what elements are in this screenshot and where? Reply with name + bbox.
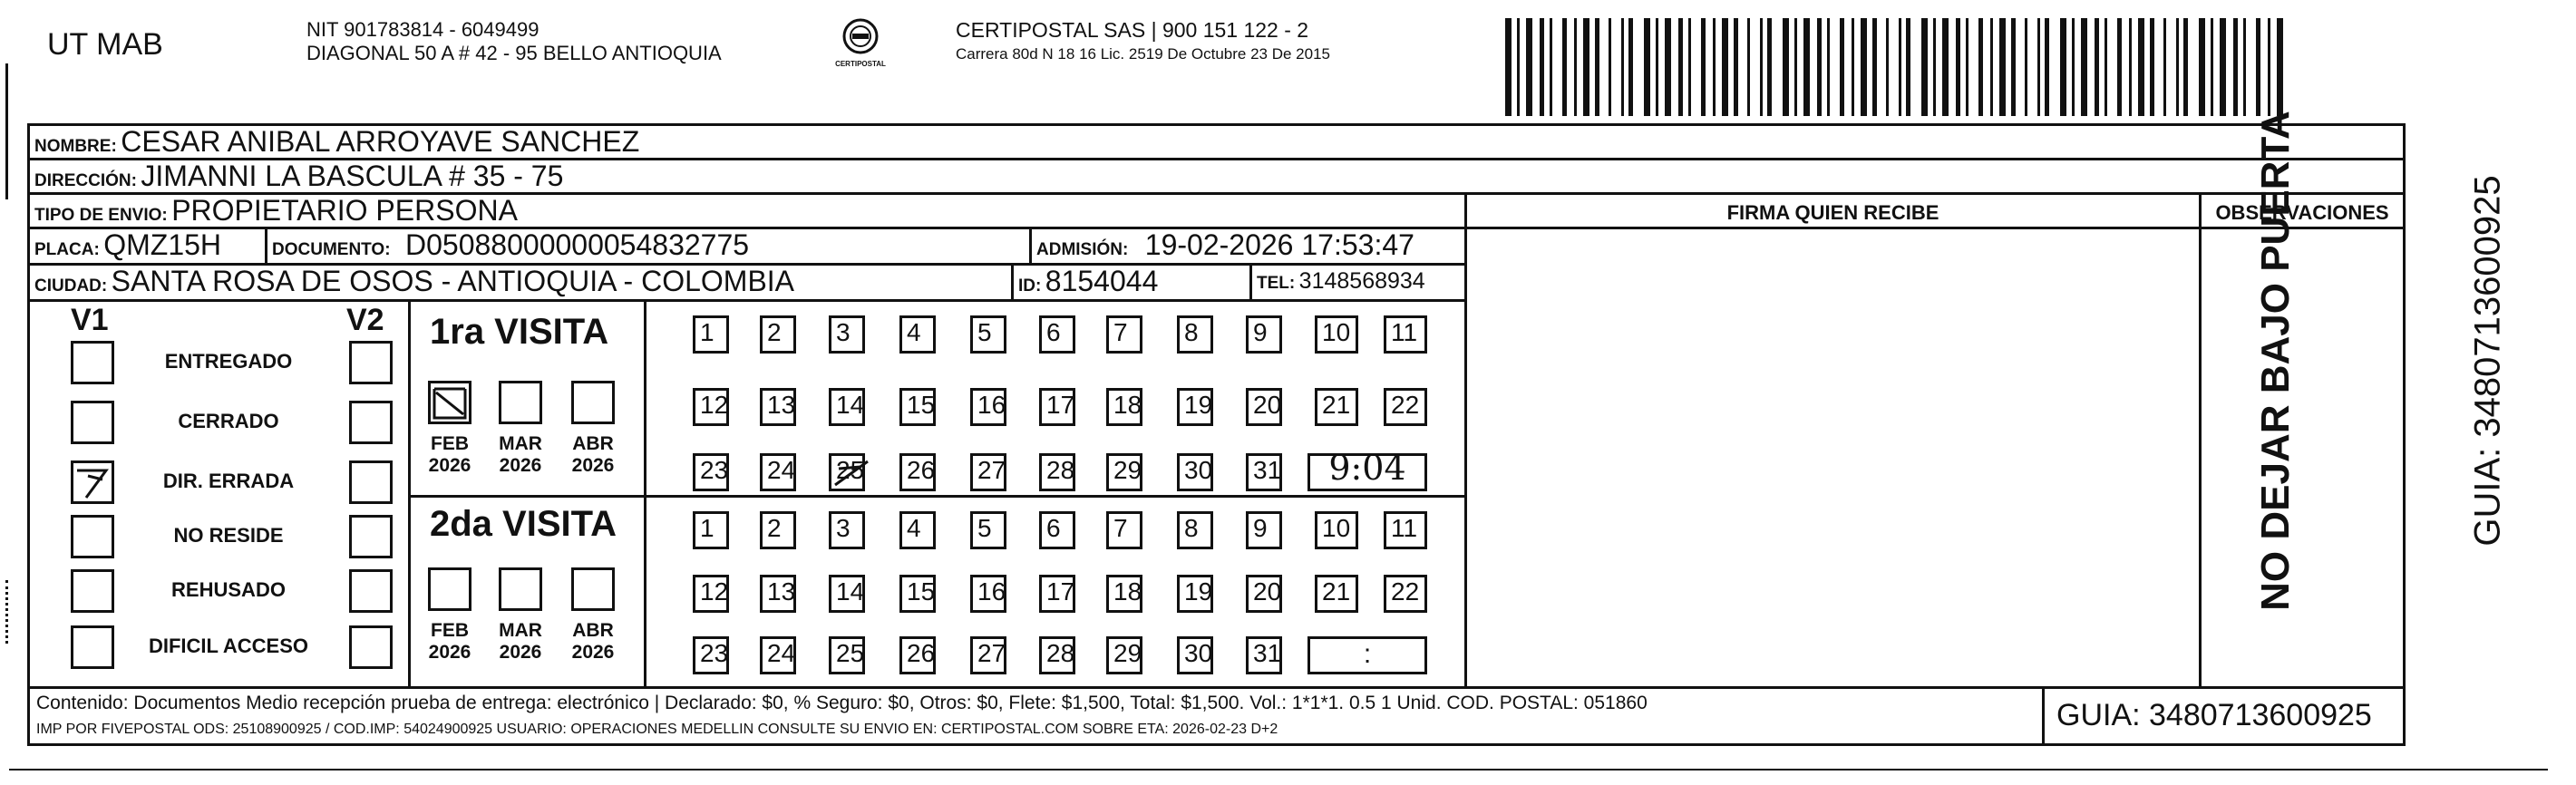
company-address: DIAGONAL 50 A # 42 - 95 BELLO ANTIOQUIA xyxy=(306,42,722,64)
second-visit-day[interactable]: 12 xyxy=(693,575,729,613)
barcode-bar xyxy=(1840,18,1844,116)
barcode-bar xyxy=(1817,18,1822,116)
first-visit-day[interactable]: 29 xyxy=(1106,453,1142,491)
ciudad-field xyxy=(34,265,794,298)
status-label: NO RESIDE xyxy=(173,524,284,547)
firma-area[interactable] xyxy=(1469,230,2197,684)
first-visit-day[interactable]: 15 xyxy=(899,388,936,426)
observaciones-area[interactable] xyxy=(2203,230,2401,684)
placa-field xyxy=(34,228,221,262)
barcode-bar xyxy=(1886,18,1889,116)
barcode-bar xyxy=(1656,18,1658,116)
second-visit-day[interactable]: 9 xyxy=(1246,511,1282,549)
barcode-bar xyxy=(2060,18,2066,116)
left-margin-dash xyxy=(5,580,11,644)
barcode-bar xyxy=(2138,18,2144,116)
second-visit-time[interactable]: : xyxy=(1307,636,1427,674)
id-field xyxy=(1018,265,1158,298)
second-visit-day[interactable]: 17 xyxy=(1039,575,1075,613)
observaciones-header: OBSERVACIONES xyxy=(2215,201,2389,224)
barcode-bar xyxy=(2081,18,2087,116)
first-visit-day[interactable]: 27 xyxy=(970,453,1006,491)
second-visit-title: 2da VISITA xyxy=(430,504,617,544)
second-visit-day[interactable]: 26 xyxy=(899,636,936,674)
barcode-bar xyxy=(1956,18,1960,116)
documento-value: D05088000000054832775 xyxy=(405,228,750,261)
v2-header: V2 xyxy=(346,303,384,337)
barcode-bar xyxy=(1921,18,1928,116)
first-visit-day[interactable]: 19 xyxy=(1177,388,1213,426)
second-visit-day[interactable]: 20 xyxy=(1246,575,1282,613)
placa-value: QMZ15H xyxy=(103,228,222,261)
barcode-bar xyxy=(1540,18,1544,116)
courier-license: Carrera 80d N 18 16 Lic. 2519 De Octubre 23 De 2015 xyxy=(956,45,1330,63)
barcode-bar xyxy=(2037,18,2040,116)
first-visit-day[interactable]: 9 xyxy=(1246,315,1282,354)
barcode-bar xyxy=(2105,18,2107,116)
month-label: MAR 2026 xyxy=(499,620,542,664)
status-label: CERRADO xyxy=(178,410,279,432)
first-visit-day[interactable]: 1 xyxy=(693,315,729,354)
first-visit-day[interactable]: 4 xyxy=(899,315,936,354)
tel-field xyxy=(1257,268,1425,295)
left-margin-mark xyxy=(5,63,8,199)
barcode-bar xyxy=(1899,18,1901,116)
first-visit-day[interactable]: 22 xyxy=(1384,388,1427,426)
barcode-bar xyxy=(1621,18,1624,116)
first-visit-day[interactable]: 12 xyxy=(693,388,729,426)
first-visit-day[interactable]: 18 xyxy=(1106,388,1142,426)
barcode-bar xyxy=(1644,18,1650,116)
barcode-bar xyxy=(2277,18,2283,116)
v2-checkbox[interactable] xyxy=(349,460,393,504)
ciudad-label: CIUDAD: xyxy=(34,276,108,296)
barcode-bar xyxy=(1713,18,1716,116)
second-visit-day[interactable]: 29 xyxy=(1106,636,1142,674)
tipo-label: TIPO DE ENVIO: xyxy=(34,206,168,225)
barcode-bar xyxy=(1827,18,1830,116)
second-visit-day[interactable]: 6 xyxy=(1039,511,1075,549)
direccion-value: JIMANNI LA BASCULA # 35 - 75 xyxy=(141,160,564,192)
second-visit-day[interactable]: 21 xyxy=(1315,575,1358,613)
barcode-bar xyxy=(1942,18,1949,116)
barcode-bar xyxy=(2150,18,2154,116)
company-name: UT MAB xyxy=(47,27,163,62)
status-label: REHUSADO xyxy=(171,578,286,601)
second-visit-day[interactable]: 4 xyxy=(899,511,936,549)
nombre-label: NOMBRE: xyxy=(34,137,117,156)
barcode-bar xyxy=(1734,18,1738,116)
footer-imp: IMP POR FIVEPOSTAL ODS: 25108900925 / COD.IMP: 54024900925 USUARIO: OPERACIONES MEDELLIN CONSULTE SU ENVIO EN: CERTIPOSTAL.COM SOBRE ETA: 2026-02-23 D+2 xyxy=(36,722,1278,737)
first-visit-day[interactable]: 23 xyxy=(693,453,729,491)
first-visit-title: 1ra VISITA xyxy=(430,312,609,352)
barcode-bar xyxy=(1747,18,1750,116)
v2-checkbox[interactable] xyxy=(349,401,393,444)
barcode-bar xyxy=(1722,18,1728,116)
bottom-edge-line xyxy=(9,769,2548,770)
first-visit-day[interactable]: 26 xyxy=(899,453,936,491)
barcode-bar xyxy=(2072,18,2075,116)
barcode-bar xyxy=(1609,18,1611,116)
barcode-bar xyxy=(1701,18,1706,116)
status-label: DIR. ERRADA xyxy=(162,470,295,492)
first-visit-day[interactable]: 5 xyxy=(970,315,1006,354)
month-label: ABR 2026 xyxy=(571,433,615,477)
first-visit-month-checkbox[interactable] xyxy=(428,381,471,424)
second-visit-day[interactable]: 15 xyxy=(899,575,936,613)
barcode-bar xyxy=(1803,18,1810,116)
direccion-label: DIRECCIÓN: xyxy=(34,171,137,190)
second-visit-day[interactable]: 2 xyxy=(760,511,796,549)
barcode-bar xyxy=(2243,18,2246,116)
side-warning: NO DEJAR BAJO PUERTA xyxy=(2253,111,2298,611)
second-visit-day[interactable]: 19 xyxy=(1177,575,1213,613)
barcode-bar xyxy=(1933,18,1936,116)
barcode-bar xyxy=(2211,18,2213,116)
first-visit-day[interactable]: 30 xyxy=(1177,453,1213,491)
barcode-bar xyxy=(1583,18,1589,116)
id-value: 8154044 xyxy=(1045,265,1159,297)
first-visit-day[interactable]: 3 xyxy=(829,315,865,354)
second-visit-month-checkbox[interactable] xyxy=(499,567,542,611)
first-visit-day[interactable]: 16 xyxy=(970,388,1006,426)
first-visit-day[interactable]: 11 xyxy=(1384,315,1427,354)
first-visit-month-checkbox[interactable] xyxy=(499,381,542,424)
footer-content: Contenido: Documentos Medio recepción prueba de entrega: electrónico | Declarado: $0, % Seguro: $0, Otros: $0, Flete: $1,500, Total: $1,500. Vol.: 1*1*1. 0.5 1 Unid. COD. POSTAL: 051860 xyxy=(36,693,1648,713)
second-visit-day[interactable]: 24 xyxy=(760,636,796,674)
barcode-bar xyxy=(2095,18,2099,116)
second-visit-day[interactable]: 28 xyxy=(1039,636,1075,674)
v1-checkbox[interactable] xyxy=(71,460,114,504)
first-visit-day[interactable]: 13 xyxy=(760,388,796,426)
barcode-bar xyxy=(1688,18,1691,116)
courier-name: CERTIPOSTAL SAS | 900 151 122 - 2 xyxy=(956,18,1309,42)
second-visit-day[interactable]: 10 xyxy=(1315,511,1358,549)
first-visit-day[interactable]: 17 xyxy=(1039,388,1075,426)
second-visit-day[interactable]: 22 xyxy=(1384,575,1427,613)
direccion-row xyxy=(34,160,563,193)
first-visit-day[interactable]: 20 xyxy=(1246,388,1282,426)
documento-field xyxy=(272,228,749,262)
v1-checkbox[interactable] xyxy=(71,515,114,558)
month-label: FEB 2026 xyxy=(428,433,471,477)
first-visit-day[interactable]: 21 xyxy=(1315,388,1358,426)
second-visit-day[interactable]: 7 xyxy=(1106,511,1142,549)
day-strike-mark xyxy=(833,458,871,495)
barcode-bar xyxy=(1794,18,1797,116)
tipo-row xyxy=(34,194,518,228)
barcode-bar xyxy=(1999,18,2006,116)
barcode-bar xyxy=(1526,18,1532,116)
barcode-bar xyxy=(1574,18,1577,116)
side-guia: GUIA: 3480713600925 xyxy=(2467,175,2508,547)
v2-checkbox[interactable] xyxy=(349,341,393,384)
barcode-bar xyxy=(1861,18,1867,116)
barcode-bar xyxy=(2220,18,2226,116)
second-visit-day[interactable]: 14 xyxy=(829,575,865,613)
second-visit-day[interactable]: 16 xyxy=(970,575,1006,613)
first-visit-day[interactable]: 7 xyxy=(1106,315,1142,354)
barcode-bar xyxy=(2011,18,2016,116)
certipostal-logo xyxy=(832,16,889,74)
first-visit-day[interactable]: 6 xyxy=(1039,315,1075,354)
barcode-bar xyxy=(2256,18,2260,116)
footer-guia: GUIA: 3480713600925 xyxy=(2056,698,2372,732)
first-visit-day[interactable]: 2 xyxy=(760,315,796,354)
v1-header: V1 xyxy=(71,303,109,337)
barcode-bar xyxy=(1517,18,1520,116)
nombre-row xyxy=(34,125,639,159)
barcode-bar xyxy=(2129,18,2132,116)
second-visit-day[interactable]: 31 xyxy=(1246,636,1282,674)
barcode-bar xyxy=(2233,18,2238,116)
barcode-bar xyxy=(2183,18,2188,116)
month-label: MAR 2026 xyxy=(499,433,542,477)
second-visit-day[interactable]: 5 xyxy=(970,511,1006,549)
company-nit: NIT 901783814 - 6049499 xyxy=(306,18,540,41)
first-visit-day[interactable]: 24 xyxy=(760,453,796,491)
barcode-bar xyxy=(1872,18,1877,116)
barcode-bar xyxy=(1760,18,1763,116)
second-visit-day[interactable]: 3 xyxy=(829,511,865,549)
second-visit-day[interactable]: 30 xyxy=(1177,636,1213,674)
v1-checkbox[interactable] xyxy=(71,625,114,669)
barcode-bar xyxy=(1665,18,1671,116)
v1-checkbox[interactable] xyxy=(71,401,114,444)
first-visit-day[interactable]: 8 xyxy=(1177,315,1213,354)
v2-checkbox[interactable] xyxy=(349,569,393,613)
barcode-bar xyxy=(1505,18,1512,116)
documento-label: DOCUMENTO: xyxy=(272,240,391,259)
v2-checkbox[interactable] xyxy=(349,515,393,558)
barcode-bar xyxy=(1852,18,1854,116)
first-visit-day[interactable]: 31 xyxy=(1246,453,1282,491)
v1-checkbox[interactable] xyxy=(71,341,114,384)
second-visit-month-checkbox[interactable] xyxy=(428,567,471,611)
second-visit-day[interactable]: 23 xyxy=(693,636,729,674)
second-visit-day[interactable]: 1 xyxy=(693,511,729,549)
barcode-bar xyxy=(2176,18,2179,116)
barcode-bar xyxy=(1990,18,1993,116)
first-visit-time[interactable]: 9:04 xyxy=(1307,453,1427,491)
barcode-bar xyxy=(2163,18,2166,116)
firma-header: FIRMA QUIEN RECIBE xyxy=(1726,201,1939,224)
second-visit-day[interactable]: 13 xyxy=(760,575,796,613)
placa-label: PLACA: xyxy=(34,240,100,259)
barcode-bar xyxy=(1562,18,1567,116)
barcode-bar xyxy=(2199,18,2205,116)
second-visit-day[interactable]: 11 xyxy=(1384,511,1427,549)
barcode-bar xyxy=(1678,18,1683,116)
barcode-bar xyxy=(1966,18,1968,116)
tel-value: 3148568934 xyxy=(1298,268,1425,294)
second-visit-month-checkbox[interactable] xyxy=(571,567,615,611)
barcode-bar xyxy=(1595,18,1599,116)
barcode-bar xyxy=(2268,18,2270,116)
logo-text: CERTIPOSTAL xyxy=(835,60,886,68)
barcode-bar xyxy=(1550,18,1552,116)
second-visit-day[interactable]: 27 xyxy=(970,636,1006,674)
barcode-bar xyxy=(1783,18,1789,116)
month-label: FEB 2026 xyxy=(428,620,471,664)
barcode-bar xyxy=(2025,18,2027,116)
tel-label: TEL: xyxy=(1257,274,1296,293)
barcode-bar xyxy=(1906,18,1910,116)
second-visit-day[interactable]: 18 xyxy=(1106,575,1142,613)
tipo-value: PROPIETARIO PERSONA xyxy=(171,194,518,227)
first-visit-month-checkbox[interactable] xyxy=(571,381,615,424)
barcode-bar xyxy=(1628,18,1633,116)
admision-label: ADMISIÓN: xyxy=(1036,240,1129,259)
barcode-bar xyxy=(2117,18,2122,116)
v1-checkbox[interactable] xyxy=(71,569,114,613)
second-visit-day[interactable]: 8 xyxy=(1177,511,1213,549)
barcode-bar xyxy=(2045,18,2049,116)
month-label: ABR 2026 xyxy=(571,620,615,664)
first-visit-day[interactable]: 14 xyxy=(829,388,865,426)
status-label: DIFICIL ACCESO xyxy=(148,635,308,657)
id-label: ID: xyxy=(1018,276,1042,296)
admision-value: 19-02-2026 17:53:47 xyxy=(1144,228,1414,261)
v2-checkbox[interactable] xyxy=(349,625,393,669)
nombre-value: CESAR ANIBAL ARROYAVE SANCHEZ xyxy=(121,125,640,158)
first-visit-day[interactable]: 25 xyxy=(829,453,865,491)
barcode-bar xyxy=(1978,18,1983,116)
barcode xyxy=(1503,18,2285,116)
status-label: ENTREGADO xyxy=(164,350,293,373)
barcode-bar xyxy=(1767,18,1772,116)
first-visit-day[interactable]: 28 xyxy=(1039,453,1075,491)
first-visit-day[interactable]: 10 xyxy=(1315,315,1358,354)
second-visit-day[interactable]: 25 xyxy=(829,636,865,674)
admision-field xyxy=(1036,228,1414,262)
ciudad-value: SANTA ROSA DE OSOS - ANTIOQUIA - COLOMBIA xyxy=(111,265,795,297)
